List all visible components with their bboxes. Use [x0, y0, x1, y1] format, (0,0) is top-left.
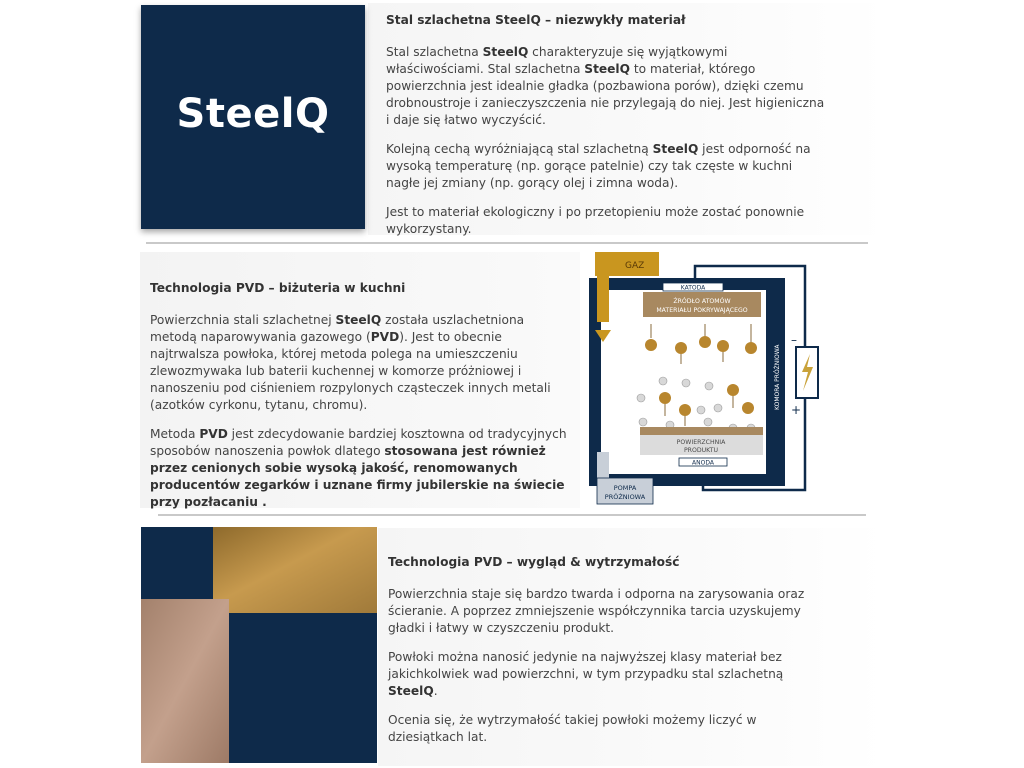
section3-title: Technologia PVD – wygląd & wytrzymałość	[388, 555, 680, 569]
brand-name: SteelQ	[388, 684, 434, 698]
text-run: .	[433, 684, 438, 698]
logo-text: SteelQ	[176, 91, 330, 137]
section1-paragraph-2	[386, 141, 826, 192]
brand-name: SteelQ	[335, 313, 382, 327]
text-run: ). Jest to obecnie najtrwalsza powłoka, której metoda polega na umieszczeniu zlewozmywaka lub baterii kuchennej w komorze próżniowej i nanoszeniu pod ciśnieniem rozpylonych cząsteczek innych metali (azotków cyrkonu, tytanu, chromu).	[150, 330, 551, 412]
cathode-label: KATODA	[680, 284, 706, 292]
text-run: jest zdecydowanie bardziej kosztowna od tradycyjnych sposobów nanoszenia powłok dlatego	[150, 427, 567, 458]
text-run: Metoda	[150, 427, 200, 441]
highlight-text: stosowana jest również przez cenionych sobie wysoką jakość, renomowanych producentów zegarków i uznane firmy jubilerskie na świecie przy pozłacaniu .	[150, 444, 565, 509]
section1-text	[386, 12, 826, 250]
minus-sign: –	[791, 333, 797, 347]
section3-text	[388, 554, 818, 758]
brand-name: SteelQ	[482, 45, 529, 59]
text-run: Kolejną cechą wyróżniającą stal szlachetną	[386, 142, 653, 156]
section3-paragraph-1: Powierzchnia staje się bardzo twarda i odporna na zarysowania oraz ścieranie. A poprzez zmniejszenie współczynnika tarcia uzyskujemy gładki i łatwy w czyszczeniu produkt.	[388, 587, 805, 635]
section1-paragraph-3: Jest to materiał ekologiczny i po przetopieniu może zostać ponownie wykorzystany.	[386, 205, 805, 236]
divider	[158, 514, 866, 516]
text-run: charakteryzuje się wyjątkowymi właściwościami. Stal szlachetna	[386, 45, 728, 76]
surface-label-line1: POWIERZCHNIA	[676, 439, 726, 446]
section2-title: Technologia PVD – biżuteria w kuchni	[150, 281, 406, 295]
text-run: Powłoki można nanosić jedynie na najwyższej klasy materiał bez jakichkolwiek wad powierzchni, w tym przypadku stal szlachetną	[388, 650, 784, 681]
pvd-term: PVD	[199, 427, 228, 441]
pvd-finish-tiles	[141, 527, 377, 763]
section3-paragraph-2	[388, 649, 818, 700]
plus-sign: +	[791, 403, 802, 417]
gas-label: GAZ	[625, 261, 645, 271]
steelq-logo	[141, 5, 365, 229]
text-run: to materiał, którego powierzchnia jest idealnie gładka (pozbawiona porów), dzięki czemu drobnoustroje i zanieczyszczenia nie przylegają do niej. Jest higieniczna i daje się łatwo wyczyścić.	[386, 62, 825, 127]
section3-paragraph-3: Ocenia się, że wytrzymałość takiej powłoki możemy liczyć w dziesiątkach lat.	[388, 713, 757, 744]
text-run: jest odporność na wysoką temperaturę (np. gorące patelnie) czy tak częste w kuchni nagłe jej zmiany (np. gorący olej i zimna woda).	[386, 142, 811, 190]
text-run: Powierzchnia stali szlachetnej	[150, 313, 336, 327]
brand-name: SteelQ	[584, 62, 630, 76]
pump-label-line2: PRÓŻNIOWA	[604, 493, 646, 501]
section1-paragraph-1	[386, 44, 826, 129]
source-label-line2: MATERIAŁU POKRYWAJĄCEGO	[656, 307, 748, 314]
pump-label-line1: POMPA	[613, 484, 637, 492]
divider	[146, 242, 868, 244]
navy-tile	[229, 613, 377, 763]
section2-paragraph-1	[150, 312, 570, 414]
text-run: Stal szlachetna	[386, 45, 483, 59]
gold-tile	[213, 527, 377, 613]
brand-name: SteelQ	[652, 142, 699, 156]
source-label-line1: ŹRÓDŁO ATOMÓW	[673, 298, 731, 305]
pvd-term: PVD	[370, 330, 400, 344]
pvd-process-diagram	[583, 250, 823, 506]
coating-layer	[640, 427, 763, 435]
section1-title: Stal szlachetna SteelQ – niezwykły materiał	[386, 13, 686, 27]
anode-label: ANODA	[692, 459, 714, 467]
surface-label-line2: PRODUKTU	[683, 447, 719, 454]
section2-text	[150, 280, 570, 523]
chamber-label: KOMORA PRÓŻNIOWA	[774, 344, 781, 410]
section2-paragraph-2	[150, 426, 570, 511]
text-run: została uszlachetniona metodą naparowywania gazowego (	[150, 313, 525, 344]
copper-tile	[141, 599, 229, 763]
